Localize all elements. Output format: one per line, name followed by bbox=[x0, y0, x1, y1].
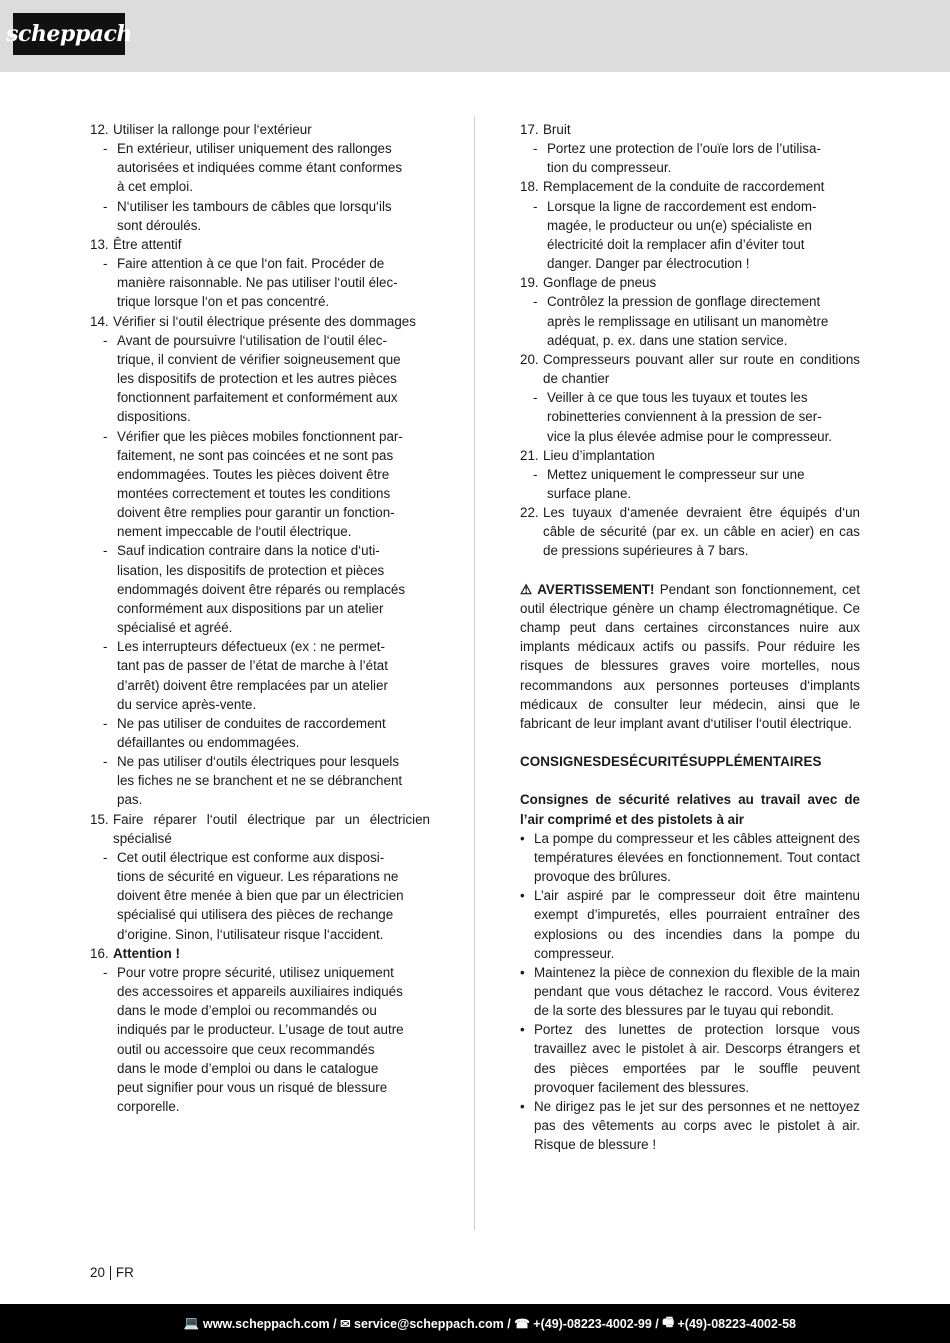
item-12: 12. Utiliser la rallonge pour l‘extérieur bbox=[90, 122, 312, 137]
logo-text: scheppach bbox=[6, 21, 132, 47]
spacer bbox=[520, 733, 860, 752]
bullet-4: • Portez des lunettes de protection lorsque vous travaillez avec le pistolet à air. Descorps étrangers et des pièces emportées par le souffle peuvent provoquer facilement des blessures. bbox=[520, 1020, 860, 1097]
item-12-dash-1 bbox=[90, 139, 430, 196]
item-22: 22. Les tuyaux d‘amenée devraient être équipés d‘un câble de sécurité (par ex. un câble en acier) en cas de pressions supérieures à 7 bars. bbox=[520, 505, 860, 559]
text-line: à cet emploi. bbox=[117, 179, 193, 195]
item-14-dash-1 bbox=[90, 331, 430, 427]
footer-email[interactable]: service@scheppach.com bbox=[354, 1316, 504, 1331]
text-line: Faire attention à ce que l‘on fait. Procéder de bbox=[117, 256, 385, 272]
bullet-3: • Maintenez la pièce de connexion du flexible de la main pendant que vous détachez le raccord. Vous éviterez de la sorte des blessures par le tuyau qui rebondit. bbox=[520, 963, 860, 1020]
bullet-5: • Ne dirigez pas le jet sur des personnes et ne nettoyez pas des vêtements au corps avec le pistolet à air. Risque de blessure ! bbox=[520, 1097, 860, 1154]
text-line: défaillantes ou endommagées. bbox=[117, 735, 300, 750]
text-line: outil ou accessoire que ceux recommandés bbox=[117, 1041, 375, 1057]
text-line: Pour votre propre sécurité, utilisez uniquement bbox=[117, 964, 394, 980]
text-line: endommagés doivent être réparés ou remplacés bbox=[117, 581, 406, 597]
spacer bbox=[520, 561, 860, 580]
item-15-dash-1 bbox=[90, 848, 430, 944]
page-number bbox=[90, 1265, 134, 1280]
dash-marker: - bbox=[103, 754, 108, 770]
text-line: sont déroulés. bbox=[117, 217, 202, 233]
text-line: Vérifier que les pièces mobiles fonctionnent par- bbox=[117, 428, 403, 444]
text-line: les fiches ne se branchent et ne se débranchent bbox=[117, 773, 403, 789]
item-16-dash-1 bbox=[90, 963, 430, 1116]
footer-website[interactable]: www.scheppach.com bbox=[202, 1316, 330, 1331]
mail-icon: ✉ bbox=[340, 1317, 351, 1331]
item-17: 17. Bruit bbox=[520, 122, 571, 137]
text-line: pas. bbox=[117, 792, 143, 808]
item-14: 14. Vérifier si l‘outil électrique présente des dommages bbox=[90, 313, 416, 329]
item-18-dash-1 bbox=[520, 197, 860, 274]
item-12-dash-2 bbox=[90, 197, 430, 235]
dash-marker: - bbox=[103, 428, 108, 444]
page-footer bbox=[0, 1304, 950, 1343]
text-line: adéquat, p. ex. dans une station service. bbox=[547, 332, 788, 348]
text-line: après le remplissage en utilisant un manomètre bbox=[547, 313, 829, 329]
text-line: robinetteries conviennent à la pression de ser- bbox=[547, 409, 822, 425]
text-line: fonctionnent parfaitement et conformément aux bbox=[117, 390, 398, 406]
dash-marker: - bbox=[533, 294, 538, 310]
text-line: Sauf indication contraire dans la notice d‘uti- bbox=[117, 543, 380, 559]
item-14-dash-3 bbox=[90, 541, 430, 637]
text-line: nement impeccable de l‘outil électrique. bbox=[117, 524, 352, 540]
bullet-marker: • bbox=[520, 830, 525, 846]
text-line: manière raisonnable. Ne pas utiliser l‘outil élec- bbox=[117, 275, 398, 291]
text-line: dans le mode d’emploi ou dans le catalogue bbox=[117, 1060, 379, 1076]
item-20-dash-1 bbox=[520, 388, 860, 445]
text-line: spécialisé et agréé. bbox=[117, 620, 233, 636]
text-line: spécialisé qui utilisera des pièces de rechange bbox=[117, 907, 394, 923]
item-21-dash-1 bbox=[520, 465, 860, 503]
text-line: dans le mode d’emploi ou recommandés ou bbox=[117, 1003, 377, 1019]
bullet-1: • La pompe du compresseur et les câbles atteignent des températures élevées en fonctionnement. Tout contact provoque des brûlures. bbox=[520, 829, 860, 886]
dash-marker: - bbox=[103, 198, 108, 214]
item-19-dash-1 bbox=[520, 292, 860, 349]
text-line: lisation, les dispositifs de protection et pièces bbox=[117, 562, 385, 578]
dash-marker: - bbox=[533, 141, 538, 157]
page-header bbox=[0, 0, 950, 72]
text-line: endommagées. Toutes les pièces doivent être bbox=[117, 466, 390, 482]
text-line: Les interrupteurs défectueux (ex : ne permet- bbox=[117, 639, 385, 655]
dash-marker: - bbox=[103, 332, 108, 348]
dash-marker: - bbox=[103, 141, 108, 157]
computer-icon: 💻 bbox=[183, 1316, 200, 1330]
text-line: des accessoires et appareils auxiliaires indiqués bbox=[117, 984, 403, 1000]
page-number-value: 20 bbox=[90, 1265, 105, 1280]
sub-title: Consignes de sécurité relatives au travail avec de l’air comprimé et des pistolets à air bbox=[520, 792, 860, 827]
text-line: trique lorsque l‘on et pas concentré. bbox=[117, 294, 330, 310]
page-language: FR bbox=[115, 1265, 134, 1280]
text-line: autorisées et indiquées comme étant conformes bbox=[117, 160, 403, 176]
text-line: Ne pas utiliser d‘outils électriques pour lesquels bbox=[117, 754, 400, 770]
bullet-2: • L’air aspiré par le compresseur doit être maintenu exempt d’impuretés, elles pourraient entraîner des explosions ou des incendies dans la pompe du compresseur. bbox=[520, 886, 860, 963]
text-line: danger. Danger par électrocution ! bbox=[547, 256, 750, 272]
dash-marker: - bbox=[533, 466, 538, 482]
text-line: indiqués par le producteur. L’usage de tout autre bbox=[117, 1022, 404, 1038]
text-line: trique, il convient de vérifier soigneusement que bbox=[117, 351, 401, 367]
item-17-dash-1 bbox=[520, 139, 860, 177]
dash-marker: - bbox=[103, 256, 108, 272]
text-line: Avant de poursuivre l‘utilisation de l‘outil élec- bbox=[117, 332, 387, 348]
dash-marker: - bbox=[533, 390, 538, 406]
dash-marker: - bbox=[103, 715, 108, 731]
item-14-dash-2 bbox=[90, 427, 430, 542]
text-line: tant pas de passer de l’état de marche à l’état bbox=[117, 658, 388, 674]
scheppach-logo bbox=[6, 13, 132, 55]
text-line: faitement, ne sont pas coincées et ne sont pas bbox=[117, 447, 394, 463]
page-number-separator bbox=[110, 1266, 111, 1280]
text-line: surface plane. bbox=[547, 485, 632, 501]
text-line: tions de sécurité en vigueur. Les réparations ne bbox=[117, 869, 399, 885]
right-column bbox=[520, 120, 860, 1154]
text-line: Mettez uniquement le compresseur sur une bbox=[547, 466, 805, 482]
fax-icon: 🖷 bbox=[662, 1315, 675, 1329]
item-14-dash-6 bbox=[90, 752, 430, 809]
footer-fax: +(49)-08223-4002-58 bbox=[677, 1316, 796, 1331]
dash-marker: - bbox=[103, 639, 108, 655]
footer-separator: / bbox=[329, 1316, 341, 1331]
column-divider bbox=[474, 116, 475, 1230]
text-line: doivent être remplies pour garantir un fonction- bbox=[117, 505, 395, 521]
warning-label: AVERTISSEMENT! bbox=[537, 581, 655, 597]
item-14-dash-5 bbox=[90, 714, 430, 752]
text-line: dispositions. bbox=[117, 409, 191, 425]
bullet-marker: • bbox=[520, 1098, 525, 1114]
item-20: 20. Compresseurs pouvant aller sur route en conditions de chantier bbox=[520, 351, 860, 387]
text-line: Cet outil électrique est conforme aux disposi- bbox=[117, 849, 385, 865]
text-line: Portez une protection de l’ouïe lors de l’utilisa- bbox=[547, 141, 821, 157]
item-18: 18. Remplacement de la conduite de raccordement bbox=[520, 179, 825, 195]
item-15: 15. Faire réparer l‘outil électrique par un électricien spécialisé bbox=[90, 811, 430, 846]
item-13: 13. Être attentif bbox=[90, 236, 182, 252]
footer-separator: / bbox=[651, 1316, 663, 1331]
warning-icon: ⚠ bbox=[520, 581, 533, 597]
text-line: les dispositifs de protection et les autres pièces bbox=[117, 371, 397, 387]
text-line: électricité doit la remplacer afin d’éviter tout bbox=[547, 236, 805, 252]
dash-marker: - bbox=[103, 964, 108, 980]
item-21: 21. Lieu d’implantation bbox=[520, 447, 655, 463]
footer-separator: / bbox=[503, 1316, 515, 1331]
item-19: 19. Gonflage de pneus bbox=[520, 275, 657, 291]
bullet-marker: • bbox=[520, 1022, 525, 1038]
text-line: conformément aux dispositions par un atelier bbox=[117, 600, 384, 616]
text-line: d’arrêt) doivent être remplacées par un atelier bbox=[117, 677, 388, 693]
text-line: En extérieur, utiliser uniquement des rallonges bbox=[117, 141, 392, 157]
warning-paragraph bbox=[520, 580, 860, 733]
text-line: peut signifier pour vous un risqué de blessure bbox=[117, 1079, 388, 1095]
item-13-dash-1 bbox=[90, 254, 430, 311]
text-line: Veiller à ce que tous les tuyaux et toutes les bbox=[547, 390, 808, 406]
warning-text: Pendant son fonctionnement, cet outil électrique génère un champ électromagnétique. Ce champ peut dans certaines circonstances nuire aux implants médicaux actifs ou passifs. Pour réduire les risques de blessures graves voire mortelles, nous recommandons aux personnes porteuses d‘implants médicaux de consulter leur médecin, ainsi que le fabricant de leur implant avant d‘utiliser l‘outil électrique. bbox=[520, 581, 860, 731]
text-line: tion du compresseur. bbox=[547, 160, 672, 176]
text-line: montées correctement et toutes les conditions bbox=[117, 485, 391, 501]
item-16: 16. Attention ! bbox=[90, 945, 180, 961]
footer-phone[interactable]: +(49)-08223-4002-99 bbox=[533, 1316, 652, 1331]
text-line: d‘origine. Sinon, l‘utilisateur risque l‘accident. bbox=[117, 926, 384, 942]
text-line: Contrôlez la pression de gonflage directement bbox=[547, 294, 821, 310]
dash-marker: - bbox=[103, 543, 108, 559]
bullet-marker: • bbox=[520, 964, 525, 980]
text-line: N‘utiliser les tambours de câbles que lorsqu‘ils bbox=[117, 198, 392, 214]
dash-marker: - bbox=[533, 198, 538, 214]
text-line: magée, le producteur ou un(e) spécialiste en bbox=[547, 217, 812, 233]
text-line: vice la plus élevée admise pour le compresseur. bbox=[547, 428, 833, 444]
text-line: Ne pas utiliser de conduites de raccordement bbox=[117, 715, 386, 731]
phone-icon: ☎ bbox=[514, 1317, 530, 1331]
left-column bbox=[90, 120, 430, 1116]
text-line: Lorsque la ligne de raccordement est endom- bbox=[547, 198, 817, 214]
item-14-dash-4 bbox=[90, 637, 430, 714]
text-line: doivent être menée à bien que par un électricien bbox=[117, 888, 404, 904]
text-line: corporelle. bbox=[117, 1098, 180, 1114]
dash-marker: - bbox=[103, 849, 108, 865]
section-title: CONSIGNESDESÉCURITÉSUPPLÉMENTAIRES bbox=[520, 754, 822, 770]
text-line: du service après-vente. bbox=[117, 696, 257, 712]
spacer bbox=[520, 771, 860, 790]
bullet-marker: • bbox=[520, 888, 525, 904]
